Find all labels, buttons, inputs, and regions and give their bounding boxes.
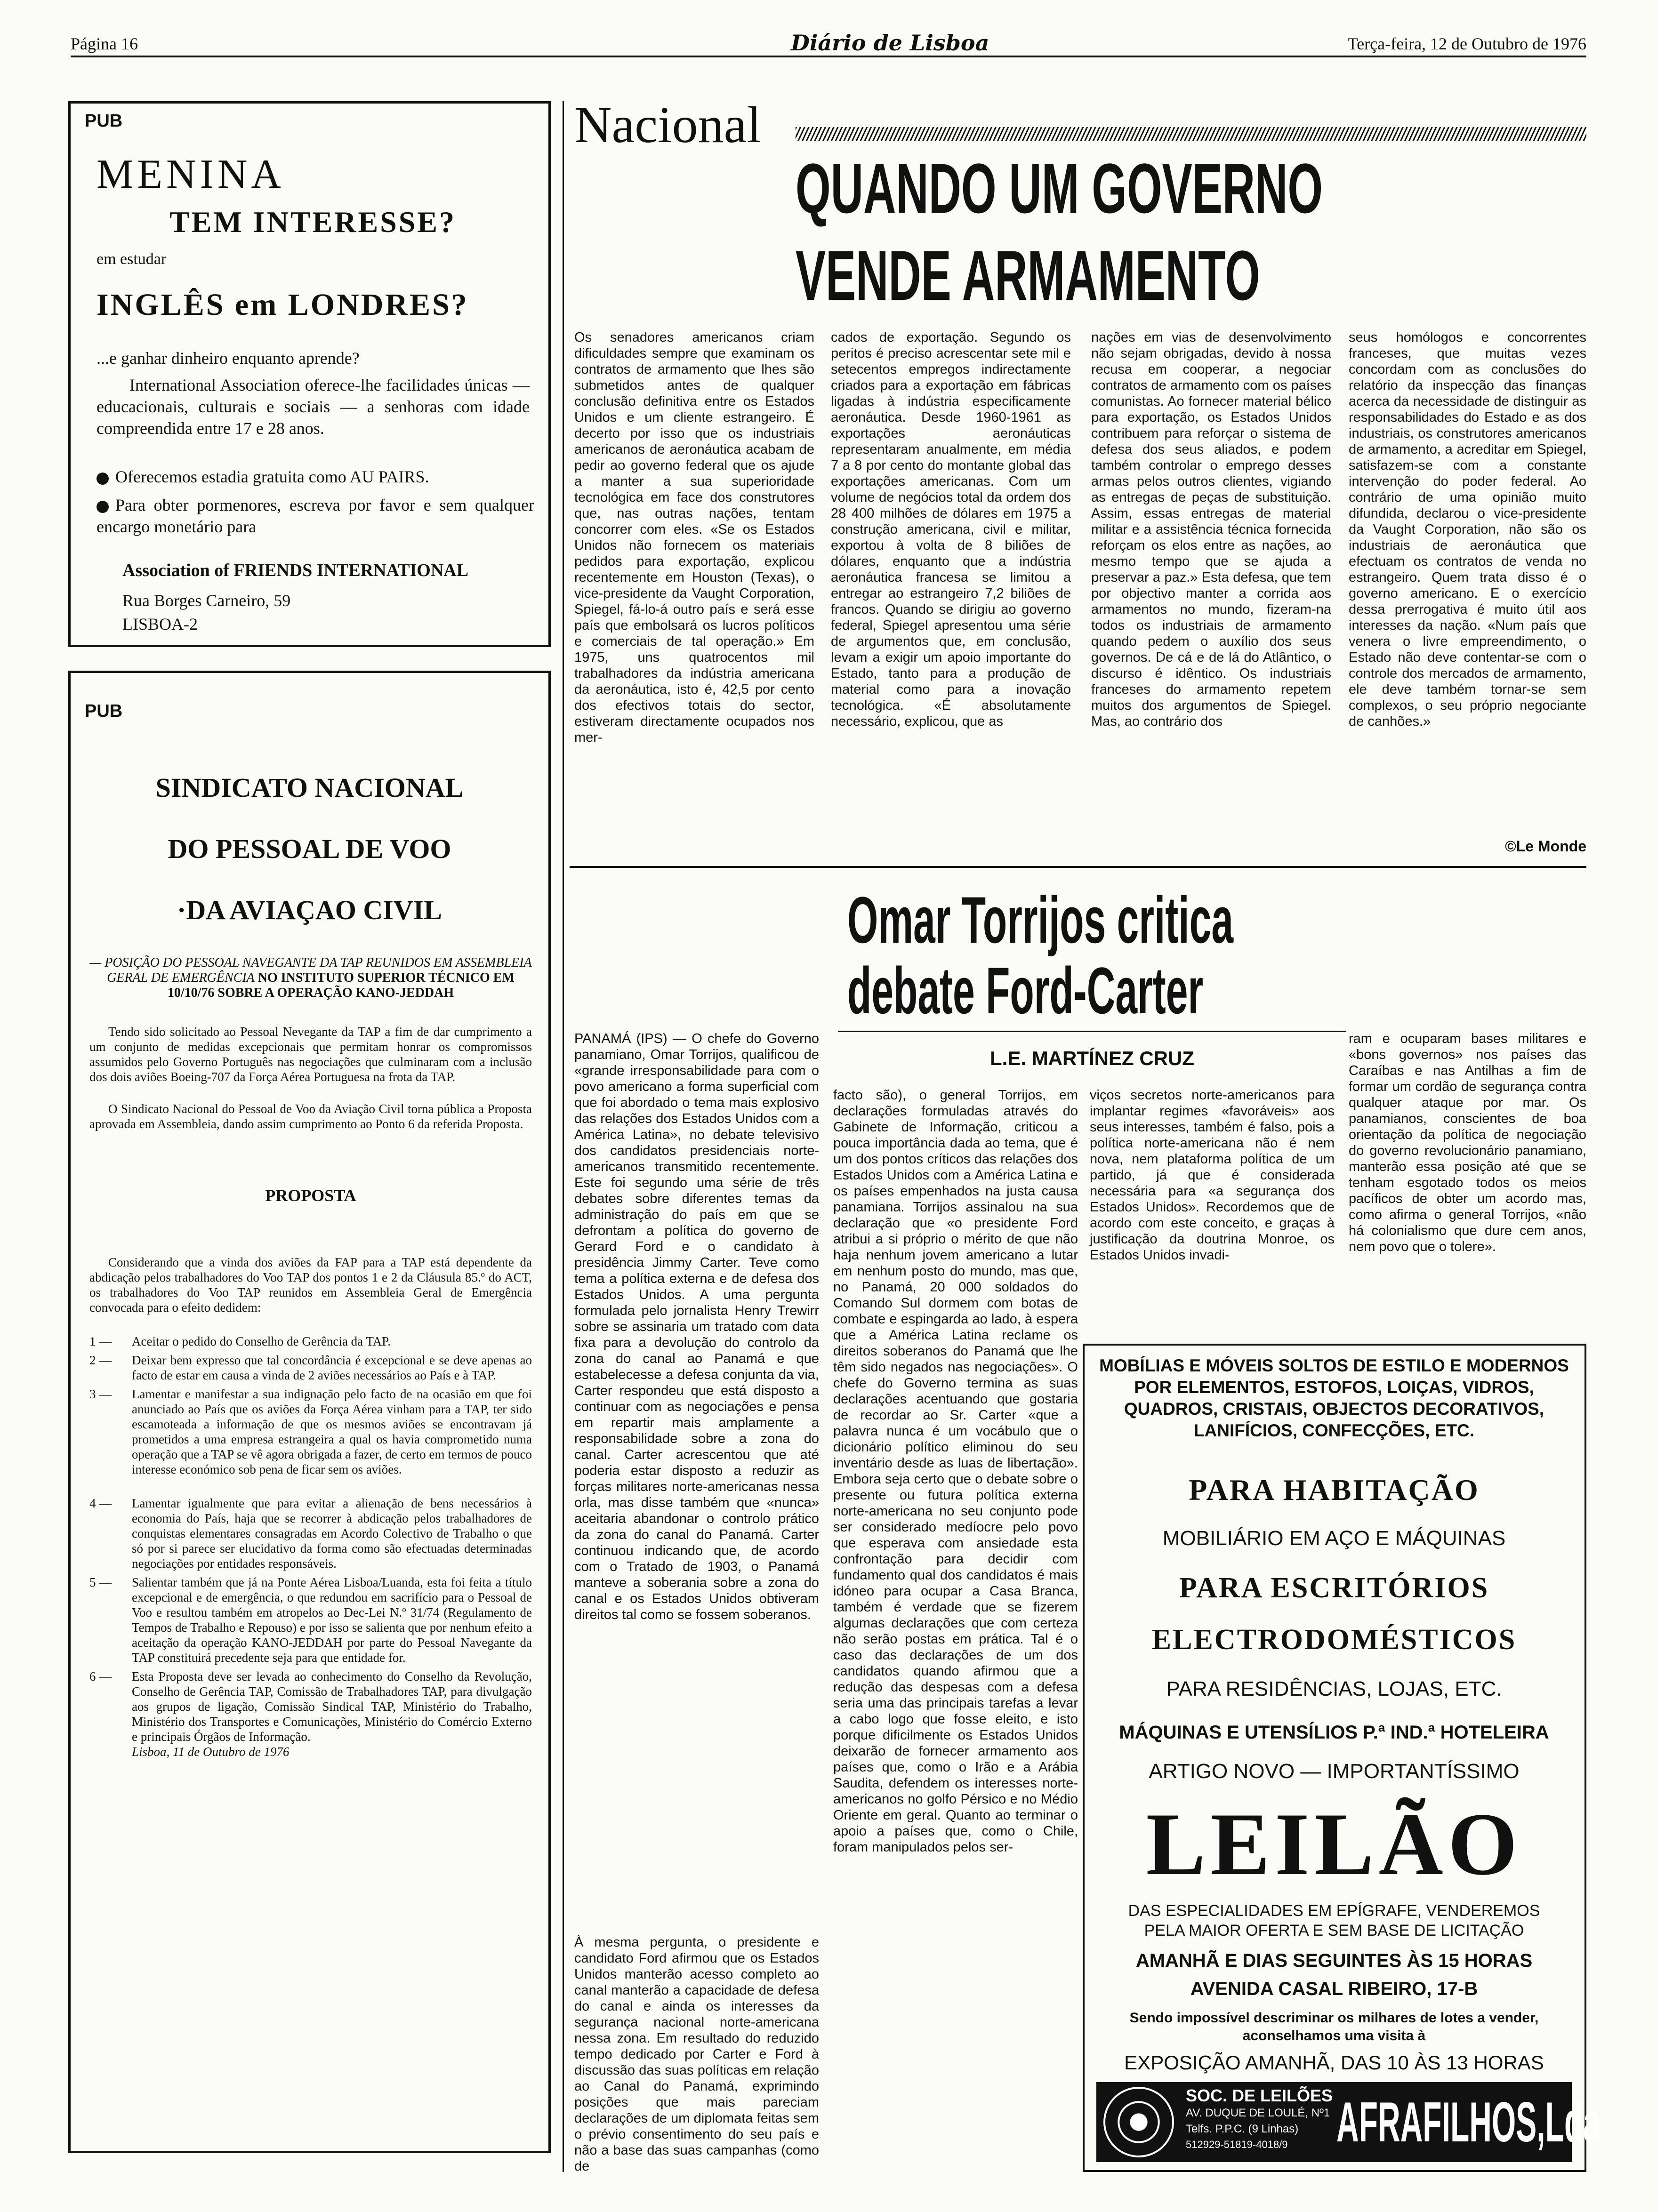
leilao-residencias: PARA RESIDÊNCIAS, LOJAS, ETC. <box>1166 1677 1502 1700</box>
leilao-title: LEILÃO <box>1146 1795 1522 1894</box>
sindicato-para-2: O Sindicato Nacional do Pessoal de Voo da Aviação Civil torna pública a Proposta aprovada em Assembleia, dando assim cumprimento ao Ponto 6 da referida Proposta. <box>89 1102 532 1131</box>
proposta-item-1: 1 — Aceitar o pedido do Conselho de Gerência da TAP. <box>89 1334 391 1348</box>
logo-text-4: 512929-51819-4018/9 <box>1186 2139 1288 2150</box>
leilao-exposicao: EXPOSIÇÃO AMANHÃ, DAS 10 ÀS 13 HORAS <box>1124 2052 1544 2074</box>
lead-italic: — POSIÇÃO DO PESSOAL NAVEGANTE DA TAP REUNIDOS EM ASSEMBLEIA GERAL DE EMERGÊNCIA <box>89 955 532 985</box>
article-divider <box>570 866 1586 868</box>
article1-col-3: nações em vias de desenvolvimento não sejam obrigadas, devido à nossa recusa em cooperar, a negociar contratos de armamento com os países comunistas. Ao fornecer material bélico para exportação, os Estados Unidos contribuem para reforçar o sistema de defesa dos seus aliados, e podem também controlar o emprego desses armas pelos outros clientes, vigiando as entregas de peças de substituição. Assim, essas entregas de material militar e a assistência técnica fornecida reforçam os elos entre as nações, ao mesmo tempo que se ajuda a preservar a paz.» Esta defesa, que tem por objectivo manter a corrida aos armamentos no mundo, fizeram-na todos os industriais de armamento quando pedem o auxílio dos seus governos. De cá e de lá do Atlântico, o discurso é idêntico. Os industriais franceses do armamento repetem muitos dos argumentos de Spiegel. Mas, ao contrário dos <box>1091 330 1331 729</box>
proposta-item-5: 5 — Salientar também que já na Ponte Aérea Lisboa/Luanda, esta foi feita a título excepcional e de emergência, o que redundou em sacrifício para o Pessoal de Voo e resultou também em atropelos ao Dec-Lei N.º 31/74 (Regulamento de Tempos de Trabalho e Repouso) e por isso se salienta que por nenhum efeito a aceitação da operação KANO-JEDDAH por parte do Pessoal Navegante da TAP constituirá precedente seja para que entidade for. <box>89 1575 532 1665</box>
issue-date: Terça-feira, 12 de Outubro de 1976 <box>1347 34 1586 53</box>
article2-col-4: ram e ocuparam bases militares e «bons governos» nos países das Caraíbas e nas Antilhas a fim de formar um cordão de segurança contra qualquer ataque por mar. Os panamianos, conscientes de boa orientação da política de negociação do governo revolucionário panamiano, manterão essa posição até que se tenham esgotado todos os meios pacíficos de obter um acordo mas, como afirma o general Torrijos, «não há colonialismo que dure cem anos, nem povo que o tolere». <box>1349 1031 1586 1254</box>
ad-bullet-1: Oferecemos estadia gratuita como AU PAIRS. <box>97 466 534 488</box>
headline2-line-2: debate Ford-Carter <box>847 954 1204 1027</box>
ad-headline-interesse: TEM INTERESSE? <box>169 205 457 239</box>
lead-bold: NO INSTITUTO SUPERIOR TÉCNICO EM 10/10/76 SOBRE A OPERAÇÃO KANO-JEDDAH <box>167 970 515 1000</box>
proposta-item-6: 6 — Esta Proposta deve ser levada ao conhecimento do Conselho da Revolução, Conselho de Gerência TAP, Comissão de Trabalhadores TAP, para divulgação aos grupos de ligação, Comissão Sindical TAP, Ministério do Trabalho, Ministério dos Transportes e Comunicações, Ministério do Comércio Externo e principais Órgãos de Informação. <box>89 1669 532 1744</box>
article2-headline <box>838 885 1356 1040</box>
ad-bullet-2: Para obter pormenores, escreva por favor e sem qualquer encargo monetário para <box>97 496 534 536</box>
ad-headline-menina: MENINA <box>97 152 285 197</box>
leilao-electro: ELECTRODOMÉSTICOS <box>1151 1624 1517 1656</box>
logo-text-2: AV. DUQUE DE LOULÉ, Nº1 <box>1186 2107 1330 2119</box>
article1-headline <box>574 151 1586 329</box>
proposta-item-3: 3 — Lamentar e manifestar a sua indignação pelo facto de na ocasião em que foi anunciado ao País que os aviões da Força Aérea vinham para a TAP, ter sido escamoteada a informação de que os mesmos aviões se encontravam já prometidos a uma empresa estrangeira a qual os havia comprometido numa operação que a TAP se vê agora obrigada a fazer, de certo em termos de pouco interesse económico sob pena de ficar sem os aviões. <box>89 1387 532 1476</box>
article2-byline: L.E. MARTÍNEZ CRUZ <box>990 1047 1194 1069</box>
leilao-especialidades: DAS ESPECIALIDADES EM EPÍGRAFE, VENDEREMOS PELA MAIOR OFERTA E SEM BASE DE LICITAÇÃO <box>1128 1902 1540 1940</box>
bullet-icon <box>97 501 109 513</box>
leilao-artigo-novo: ARTIGO NOVO — IMPORTANTÍSSIMO <box>1149 1760 1520 1783</box>
leilao-hoteleira: MÁQUINAS E UTENSÍLIOS P.ª IND.ª HOTELEIRA <box>1119 1722 1549 1743</box>
logo-text-3: Telfs. P.P.C. (9 Linhas) <box>1186 2123 1299 2135</box>
ad-sindicato <box>68 671 551 2153</box>
leilao-habitacao: PARA HABITAÇÃO <box>1189 1473 1480 1507</box>
logo-text-1: SOC. DE LEILÕES <box>1186 2086 1333 2105</box>
article1-col-1: Os senadores americanos criam dificuldades sempre que examinam os contratos de armamento que lhes são submetidos antes de qualquer conclusão definitiva entre os Estados Unidos e um cliente estrangeiro. É decerto por isso que os industriais americanos de aeronáutica acabam de pedir ao governo federal que os ajude a manter a sua superioridade tecnológica em face dos construtores que, nas outras nações, tentam concorrer com eles. «Se os Estados Unidos não fornecem os materiais pedidos para exportação, explicou recentemente em Houston (Texas), o vice-presidente da Vaught Corporation, Spiegel, fá-lo-á outro país e será esse país que embolsará os lucros políticos e comerciais de tal operação.» Em 1975, uns quatrocentos mil trabalhadores da indústria americana da aeronáutica, isto é, 42,5 por cento dos efectivos totais do sector, estiveram directamente ocupados nos mer- <box>574 330 814 745</box>
article2-col-2: facto são), o general Torrijos, em declarações formuladas através do Gabinete de Informação, criticou a pouca importância dada ao tema, que é um dos pontos críticos das relações dos Estados Unidos com a América Latina e os países empenhados na justa causa panamiana. Torrijos assinalou na sua declaração que «o presidente Ford atribui a si próprio o mérito de que não haja nenhum jovem americano a lutar em nenhum posto do mundo, mas que, no Panamá, 20 000 soldados do Comando Sul dormem com botas de combate e espingarda ao lado, à espera que a América Latina reclame os direitos soberanos do Panamá que lhe têm sido negados nas negociações». O chefe do Governo termina as suas declarações acentuando que gostaria de recordar ao Sr. Carter «que a palavra nunca é um vocábulo que o dicionário político eliminou do seu inventário desde as luas de libertação». Embora seja certo que o debate sobre o presente ou futura política externa norte-americana no seu conjunto pode ser considerado medíocre pelo povo que esperava com ansiedade esta confrontação para decidir com fundamento qual dos candidatos é mais idóneo para ocupar a Casa Branca, também é verdade que se fizerem algumas declarações que com certeza não serão postas em prática. Tal é o caso das declarações de um dos candidatos quando afirmou que a redução das despesas com a defesa seria uma das principais tarefas a levar a cabo logo que fosse eleito, e isto porque dificilmente os Estados Unidos deixarão de fornecer armamento aos países que, como o Irão e a Arábia Saudita, defendem os interesses norte-americanos no golfo Pérsico e no Médio Oriente em geral. Quanto ao terminar o apoio a países que, como o Chile, foram manipulados pelos ser- <box>833 1088 1078 1855</box>
masthead: Diário de Lisboa <box>791 30 989 56</box>
article1-col-2: cados de exportação. Segundo os peritos é preciso acrescentar sete mil e setecentos empregos indirectamente criados para a exportação em fábricas ligadas à indústria especificamente aeronáutica. Desde 1960-1961 as exportações aeronáuticas representaram anualmente, em média 7 a 8 por cento do montante global das exportações americanas. Com um volume de negócios total da ordem dos 28 400 milhões de dólares em 1975 a construção americana, civil e militar, exportou à volta de 8 biliões de dólares, enquanto que a indústria aeronáutica francesa se limitou a entregar ao estrangeiro 7,2 biliões de francos. Quando se dirigiu ao governo federal, Spiegel apresentou uma série de argumentos que, em conclusão, levam a exigir um apoio importante do Estado, tanto para a produção de material como para a inovação tecnológica. «É absolutamente necessário, explicou, que as <box>831 330 1071 729</box>
proposta-item-4: 4 — Lamentar igualmente que para evitar a alienação de bens necessários à economia do País, haja que se recorrer à abdicação pelos trabalhadores de conquistas elementares consagradas em Acordo Colectivo de Trabalho o que só por si parece ser elucidativo da forma como são efectuadas determinadas negociações por entidades responsáveis. <box>89 1496 532 1571</box>
article2-col-1b: À mesma pergunta, o presidente e candidato Ford afirmou que os Estados Unidos manterão acesso completo ao canal manterão a capacidade de defesa do canal e ainda os interesses da segurança nacional norte-americana nessa zona. Em resultado do reduzido tempo dedicado por Carter e Ford à discussão das suas políticas em relação ao Canal do Panamá, exprimindo posições que mais pareciam declarações de um diplomata feitas sem o prévio consentimento do seu país e não a base das suas campanhas (como de <box>574 1935 819 2174</box>
sindicato-title-1: SINDICATO NACIONAL <box>155 772 464 803</box>
page-number: Página 16 <box>71 34 138 53</box>
ad-leilao <box>1083 1344 1601 2172</box>
column-rule <box>563 101 564 2172</box>
pub-tag: PUB <box>85 701 123 721</box>
logo-brand: AFRAFILHOS,Lda <box>1336 2091 1601 2154</box>
sindicato-title-3: ·DA AVIAÇAO CIVIL <box>177 895 442 925</box>
logo-seal-icon <box>1103 2087 1174 2157</box>
ad-text-ganhar: ...e ganhar dinheiro enquanto aprende? <box>97 349 360 368</box>
headline-line-2: VENDE ARMAMENTO <box>796 236 1260 315</box>
article2-col-1: PANAMÁ (IPS) — O chefe do Governo panamiano, Omar Torrijos, qualificou de «grande irresponsabilidade para com o povo americano a forma superficial com que foi abordado o tema mais explosivo das relações dos Estados Unidos com a América Latina», no debate televisivo dos candidatos presidenciais norte-americanos transmitido recentemente. Este foi segundo uma série de três debates sobre diferentes temas da administração do país em que se defrontam a política do governo de Gerard Ford e o candidato à presidência Jimmy Carter. Teve como tema a política externa e de defesa dos Estados Unidos. A uma pergunta formulada pelo jornalista Henry Trewirr sobre se assinaria um tratado com data fixa para a devolução do controlo da zona do canal ao Panamá e que estabelecesse a defesa conjunta da via, Carter respondeu que está disposto a continuar com as negociações e pensa em repartir mais amplamente a responsabilidade sobre a zona do canal. Carter acrescentou que até poderia estar disposto a reduzir as forças militares norte-americanas nessa orla, mas disse também que «nunca» aceitaria abandonar o controlo prático da zona do canal do Panamá. Carter continuou indicando que, de acordo com o Tratado de 1903, o Panamá manteve a soberania sobre a zona do canal e os Estados Unidos obtiveram direitos tal como se fossem soberanos. <box>574 1031 819 1622</box>
leilao-logo-banner <box>1096 2082 1601 2162</box>
sindicato-title-2: DO PESSOAL DE VOO <box>168 834 451 864</box>
section-hatch <box>796 127 1586 141</box>
headline-line-1: QUANDO UM GOVERNO <box>796 149 1323 228</box>
leilao-items: MOBÍLIAS E MÓVEIS SOLTOS DE ESTILO E MODERNOS POR ELEMENTOS, ESTOFOS, LOIÇAS, VIDROS, QUADROS, CRISTAIS, OBJECTOS DECORATIVOS, LANIFÍCIOS, CONFECÇÕES, ETC. <box>1099 1356 1569 1440</box>
proposta-heading: PROPOSTA <box>265 1186 356 1205</box>
sindicato-body <box>89 955 532 2141</box>
headline2-line-1: Omar Torrijos critica <box>847 883 1234 957</box>
leilao-morada: AVENIDA CASAL RIBEIRO, 17-B <box>1190 1979 1478 1999</box>
ad-org-name: Association of FRIENDS INTERNATIONAL <box>122 561 469 580</box>
section-label: Nacional <box>574 96 762 153</box>
ad-body: International Association oferece-lhe facilidades únicas — educacionais, culturais e sociais — a senhoras com idade compreendida entre 17 e 28 anos. <box>97 376 530 438</box>
bullet-icon <box>97 473 109 485</box>
proposta-item-2: 2 — Deixar bem expresso que tal concordância é excepcional e se deve apenas ao facto de estar em causa a vinda de 2 aviões necessários ao País e à TAP. <box>89 1353 532 1382</box>
article1-col-4: seus homólogos e concorrentes franceses, que muitas vezes concordam com as conclusões do relatório da inspecção das finanças acerca da necessidade de distinguir as responsabilidades do Estado e as dos industriais, os construtores americanos de armamento, a acreditar em Spiegel, satisfazem-se com a constante intervenção do poder federal. Ao contrário de uma opinião muito difundida, declarou o vice-presidente da Vaught Corporation, não são os industriais de aeronáutica que efectuam os contratos de venda no estrangeiro. Quem trata disso é o governo americano. E o exercício dessa prerrogativa é muito útil aos interesses da nação. «Num país que venera o livre empreendimento, o Estado não deve contentar-se com o controle dos mercados de armamento, ele deve também tornar-se sem complexos, o seu próprio negociante de canhões.» <box>1349 330 1586 729</box>
proposta-signature: Lisboa, 11 de Outubro de 1976 <box>132 1745 290 1759</box>
ad-text-estudar: em estudar <box>97 250 167 268</box>
sindicato-para-1: Tendo sido solicitado ao Pessoal Nevegante da TAP a fim de dar cumprimento a um conjunto de medidas excepcionais que permitam honrar os compromissos assumidos pelo Governo Português nas negociações que culminaram com a inclusão dos dois aviões Boeing-707 da Força Aérea Portuguesa na frota da TAP. <box>89 1025 532 1084</box>
article2-col-3: viços secretos norte-americanos para implantar regimes «favoráveis» aos seus interesses, também é falso, pois a política norte-americana não é nem nova, nem plataforma política de um partido, já que é considerada necessária para «a segurança dos Estados Unidos». Recordemos que de acordo com este conceito, e graças à justificação da doutrina Monroe, os Estados Unidos invadi- <box>1090 1088 1335 1263</box>
byline-rule <box>838 1031 1346 1032</box>
ad-menina <box>68 101 551 647</box>
leilao-horario: AMANHÃ E DIAS SEGUINTES ÀS 15 HORAS <box>1135 1950 1533 1971</box>
page-header <box>71 29 1586 57</box>
pub-tag: PUB <box>85 111 123 131</box>
leilao-aviso: Sendo impossível descriminar os milhares de lotes a vender, aconselhamos uma visita à <box>1129 2010 1539 2044</box>
leilao-mobiliario: MOBILIÁRIO EM AÇO E MÁQUINAS <box>1162 1527 1506 1550</box>
ad-headline-ingles: INGLÊS em LONDRES? <box>97 288 469 322</box>
ad-address-2: LISBOA-2 <box>122 615 198 633</box>
article1-credit: ©Le Monde <box>1505 838 1586 855</box>
leilao-escritorios: PARA ESCRITÓRIOS <box>1179 1572 1489 1604</box>
ad-address-1: Rua Borges Carneiro, 59 <box>122 591 291 610</box>
sindicato-para-3: Considerando que a vinda dos aviões da FAP para a TAP está dependente da abdicação pelos trabalhadores do Voo TAP dos pontos 1 e 2 da Cláusula 85.º do ACT, os trabalhadores do Voo TAP reunidos em Assembleia Geral de Emergência convocada para o efeito dedidem: <box>89 1255 532 1314</box>
